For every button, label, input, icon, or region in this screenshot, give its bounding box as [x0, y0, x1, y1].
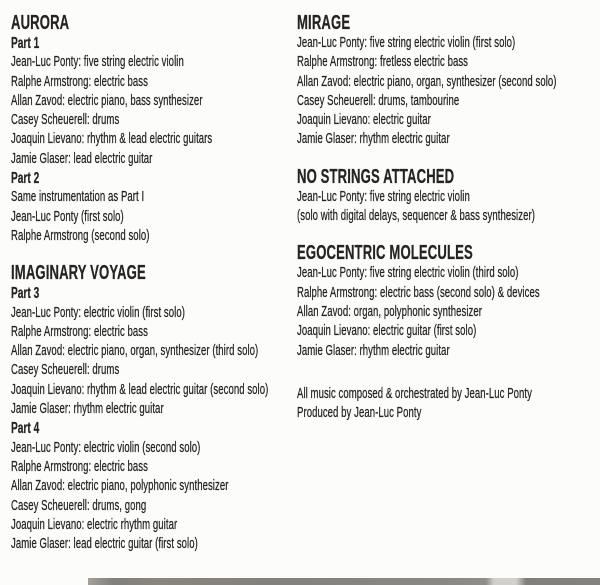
credit-line: Jamie Glaser: rhythm electric guitar: [297, 342, 450, 359]
credit-line: Ralphe Armstrong (second solo): [11, 227, 150, 244]
production-credits: [297, 385, 585, 424]
section-egocentric-molecules: [297, 242, 585, 360]
credit-line: Casey Scheuerell: drums, tambourine: [297, 92, 460, 109]
credit-line: Jean-Luc Ponty (first solo): [11, 208, 124, 225]
track-title-imaginary-voyage: IMAGINARY VOYAGE: [11, 262, 146, 285]
credit-line: Jamie Glaser: lead electric guitar (first solo): [11, 536, 198, 553]
credit-line: Joaquin Lievano: rhythm & lead electric guitar (second solo): [11, 381, 269, 398]
credit-line: Jamie Glaser: rhythm electric guitar: [11, 401, 164, 418]
credit-line: Allan Zavod: electric piano, polyphonic synthesizer: [11, 478, 229, 495]
part-label: Part 3: [11, 285, 40, 303]
credit-line: Jean-Luc Ponty: electric violin (second solo): [11, 439, 201, 456]
credits-produced-line: Produced by Jean-Luc Ponty: [297, 405, 422, 422]
credit-line: Joaquin Lievano: rhythm & lead electric guitars: [11, 131, 213, 148]
credit-line: Casey Scheuerell: drums, gong: [11, 497, 147, 514]
credit-line: Allan Zavod: electric piano, bass synthesizer: [11, 92, 203, 109]
credit-line: Ralphe Armstrong: electric bass (second solo) & devices: [297, 284, 540, 301]
credit-line: Allan Zavod: electric piano, organ, synthesizer (third solo): [11, 343, 259, 360]
part-label: Part 4: [11, 420, 40, 438]
scan-edge-strip: [88, 578, 600, 585]
right-column: [297, 12, 585, 423]
track-title-aurora: AURORA: [11, 12, 70, 34]
track-title-egocentric-molecules: EGOCENTRIC MOLECULES: [297, 242, 473, 265]
credit-line: Ralphe Armstrong: electric bass: [11, 458, 148, 475]
section-no-strings-attached: [297, 166, 585, 227]
part-label: Part 2: [11, 170, 40, 188]
credit-line: Jean-Luc Ponty: five string electric violin: [11, 54, 184, 71]
section-aurora: [11, 12, 299, 246]
credit-line: (solo with digital delays, sequencer & bass synthesizer): [297, 208, 535, 225]
credit-line: Ralphe Armstrong: fretless electric bass: [297, 54, 469, 71]
credit-line: Joaquin Lievano: electric guitar: [297, 112, 431, 129]
track-title-mirage: MIRAGE: [297, 12, 351, 34]
credit-line: Ralphe Armstrong: electric bass: [11, 323, 148, 340]
credit-line: Casey Scheuerell: drums: [11, 112, 120, 129]
credits-composed-line: All music composed & orchestrated by Jean-Luc Ponty: [297, 385, 532, 402]
credit-line: Allan Zavod: electric piano, organ, synthesizer (second solo): [297, 73, 557, 90]
credit-line: Casey Scheuerell: drums: [11, 362, 120, 379]
credit-line: Ralphe Armstrong: electric bass: [11, 73, 148, 90]
section-imaginary-voyage: [11, 262, 299, 554]
section-mirage: [297, 12, 585, 150]
credit-line: Joaquin Lievano: electric guitar (first solo): [297, 323, 477, 340]
credit-line: Jean-Luc Ponty: five string electric violin (first solo): [297, 35, 516, 51]
track-title-no-strings-attached: NO STRINGS ATTACHED: [297, 165, 455, 188]
left-column: [11, 12, 299, 554]
credit-line: Jamie Glaser: lead electric guitar: [11, 150, 153, 167]
credit-line: Joaquin Lievano: electric rhythm guitar: [11, 516, 178, 533]
credit-line: Jean-Luc Ponty: electric violin (first solo): [11, 304, 185, 321]
part-label: Part 1: [11, 35, 40, 52]
credit-line: Jean-Luc Ponty: five string electric violin: [297, 188, 470, 205]
credit-line: Jamie Glaser: rhythm electric guitar: [297, 131, 450, 148]
credit-line: Jean-Luc Ponty: five string electric violin (third solo): [297, 265, 519, 282]
credit-line: Allan Zavod: organ, polyphonic synthesizer: [297, 303, 483, 320]
credit-line: Same instrumentation as Part I: [11, 189, 145, 206]
